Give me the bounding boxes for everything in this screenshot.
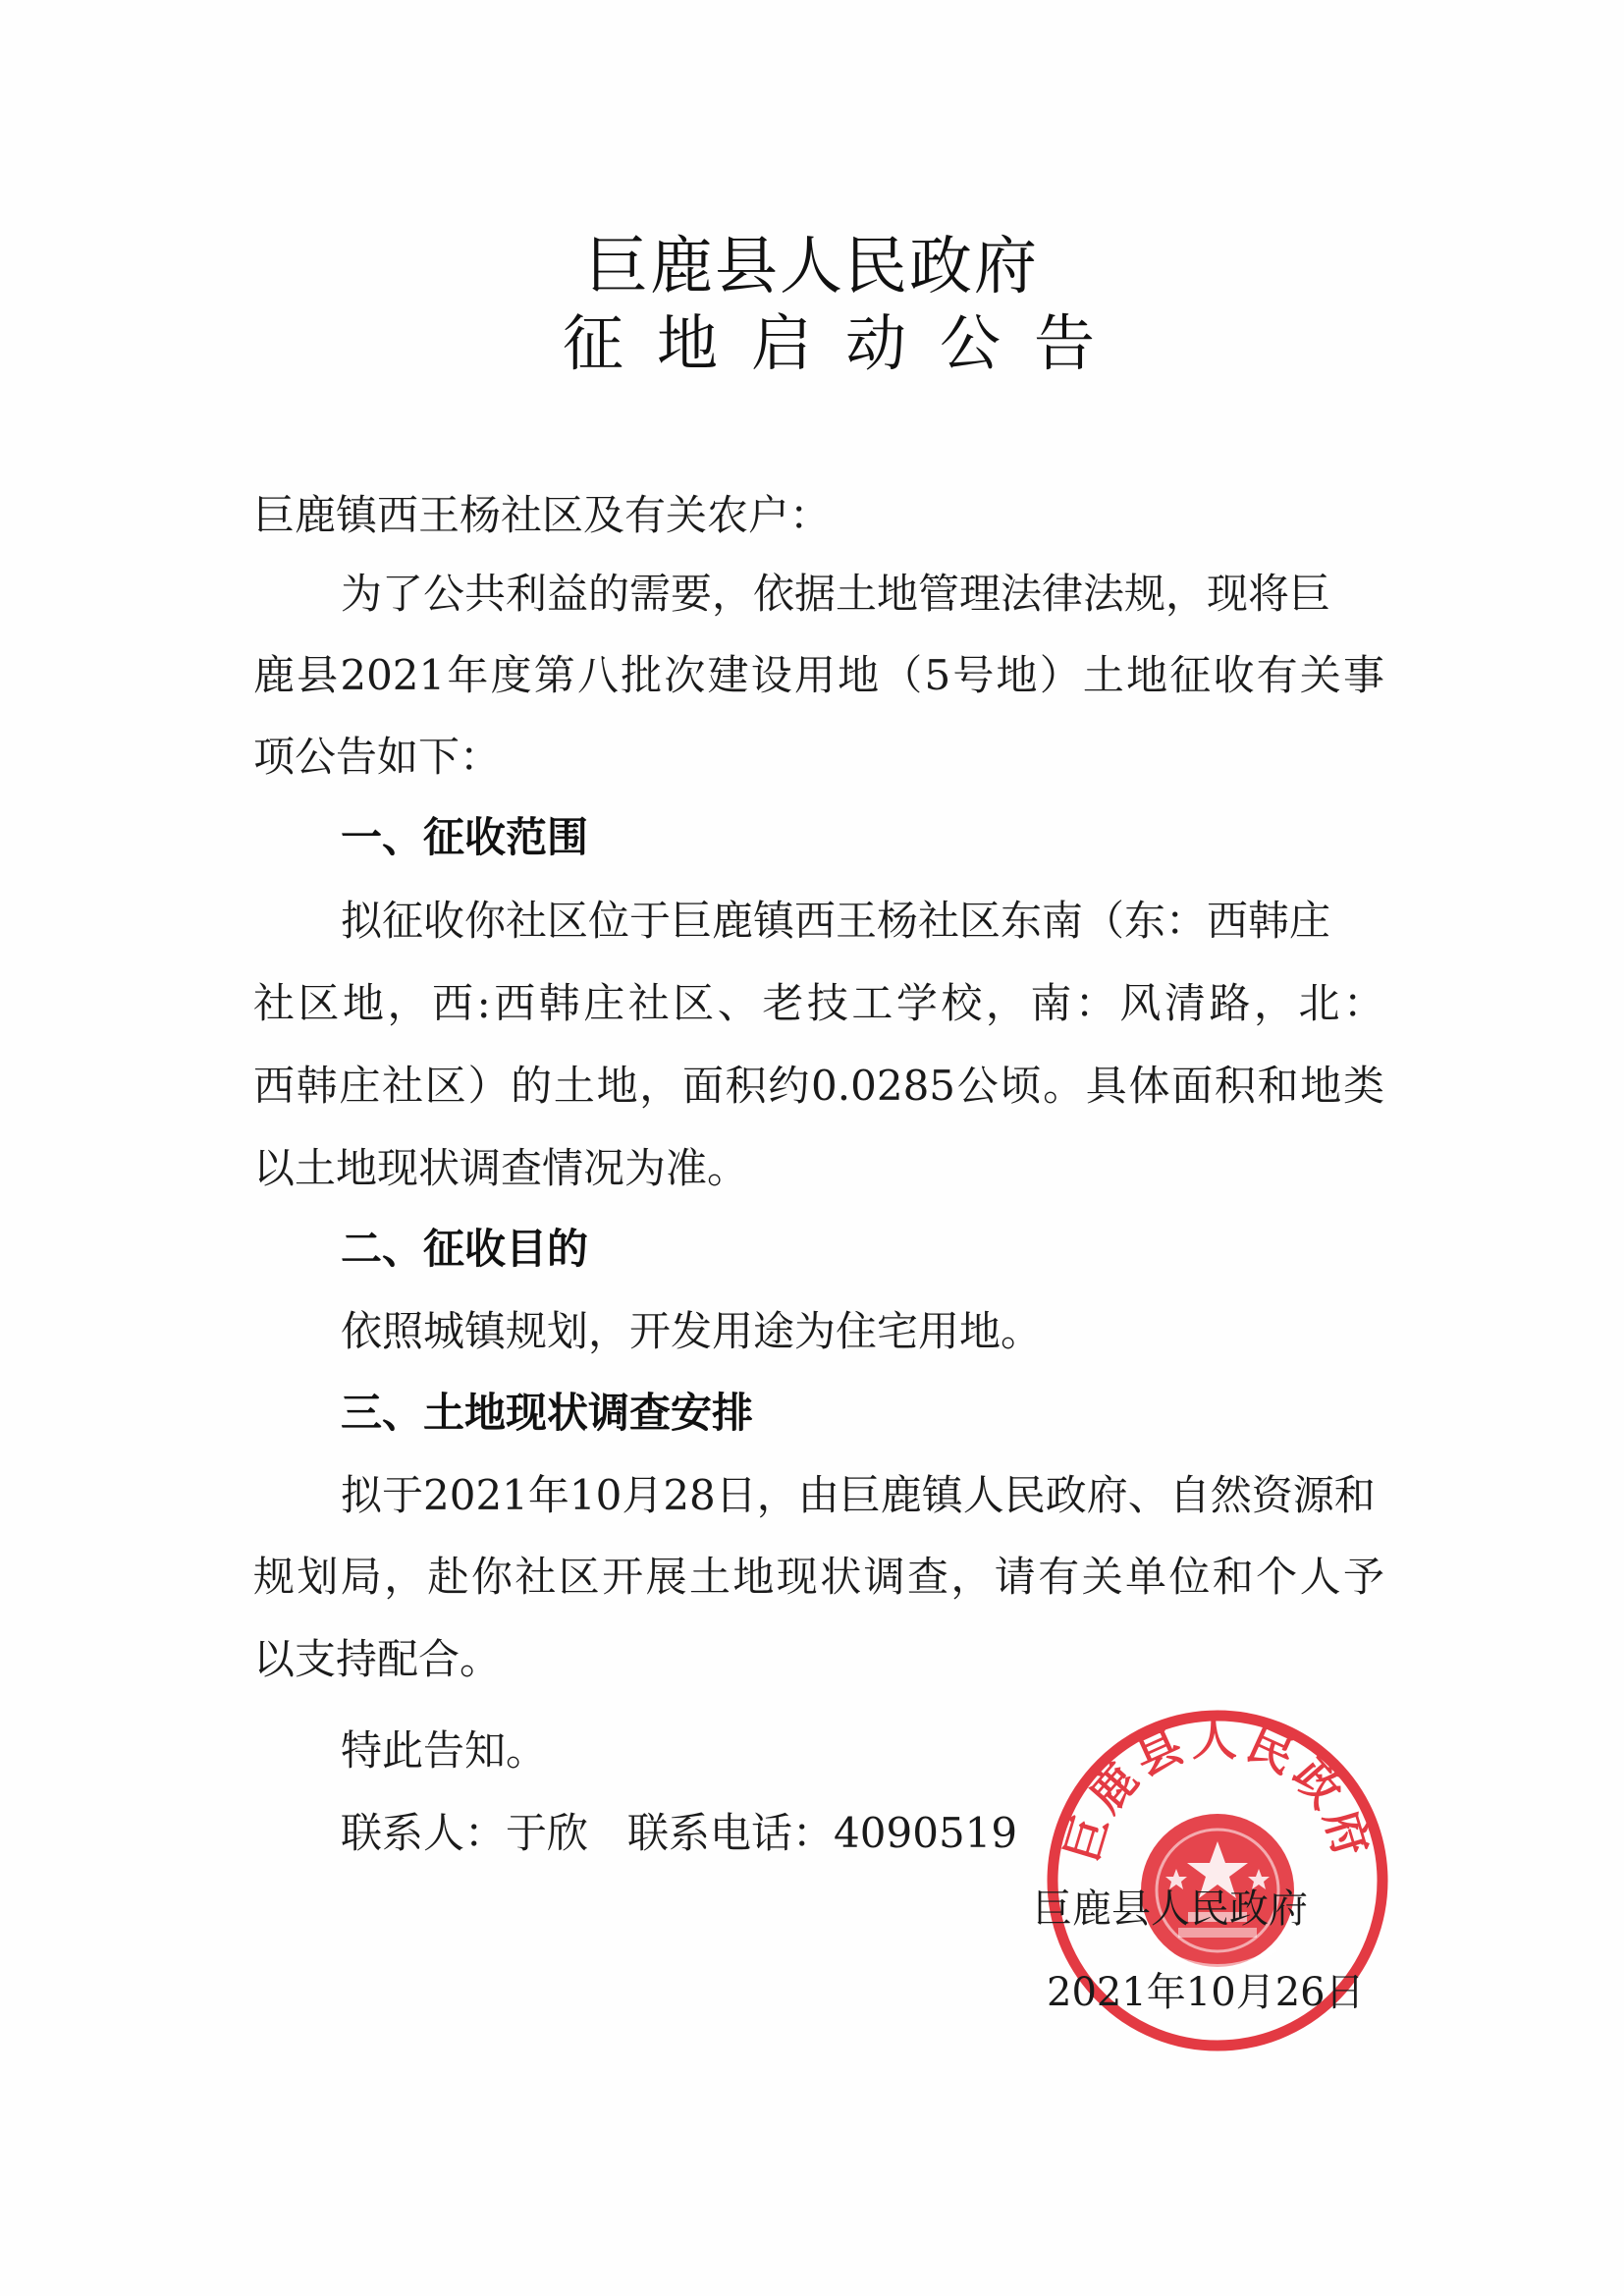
signature-issuer: 巨鹿县人民政府 [1033, 1886, 1308, 1932]
paragraph-line: 拟于2021年10月28日，由巨鹿镇人民政府、自然资源和 [341, 1471, 1376, 1519]
salutation: 巨鹿镇西王杨社区及有关农户： [253, 491, 832, 539]
paragraph-line: 依照城镇规划，开发用途为住宅用地。 [341, 1307, 1043, 1355]
document-title-notice: 征地启动公告 [562, 307, 1128, 379]
paragraph-line: 以土地现状调查情况为准。 [253, 1144, 749, 1192]
section-heading-survey: 三、土地现状调查安排 [341, 1389, 754, 1437]
signature-date: 2021年10月26日 [1047, 1970, 1365, 2015]
section-heading-scope: 一、征收范围 [341, 813, 589, 861]
section-heading-purpose: 二、征收目的 [341, 1225, 589, 1273]
seal-text: 巨鹿县人民政府 [1055, 1713, 1380, 1869]
intro-line: 项公告如下： [253, 733, 502, 781]
closing-statement: 特此告知。 [341, 1726, 548, 1775]
contact-info: 联系人：于欣 联系电话：4090519 [341, 1809, 1018, 1857]
intro-line: 鹿县2021年度第八批次建设用地（5号地）土地征收有关事 [253, 651, 1384, 699]
paragraph-line: 以支持配合。 [253, 1635, 502, 1683]
intro-line: 为了公共利益的需要，依据土地管理法律法规，现将巨 [341, 570, 1331, 618]
paragraph-line: 西韩庄社区）的土地，面积约0.0285公顷。具体面积和地类 [253, 1062, 1384, 1110]
paragraph-line: 社区地，西:西韩庄社区、老技工学校，南：风清路，北： [253, 979, 1384, 1027]
paragraph-line: 规划局，赴你社区开展土地现状调查，请有关单位和个人予 [253, 1553, 1384, 1601]
document-title-issuer: 巨鹿县人民政府 [585, 231, 1039, 303]
paragraph-line: 拟征收你社区位于巨鹿镇西王杨社区东南（东：西韩庄 [341, 897, 1331, 945]
